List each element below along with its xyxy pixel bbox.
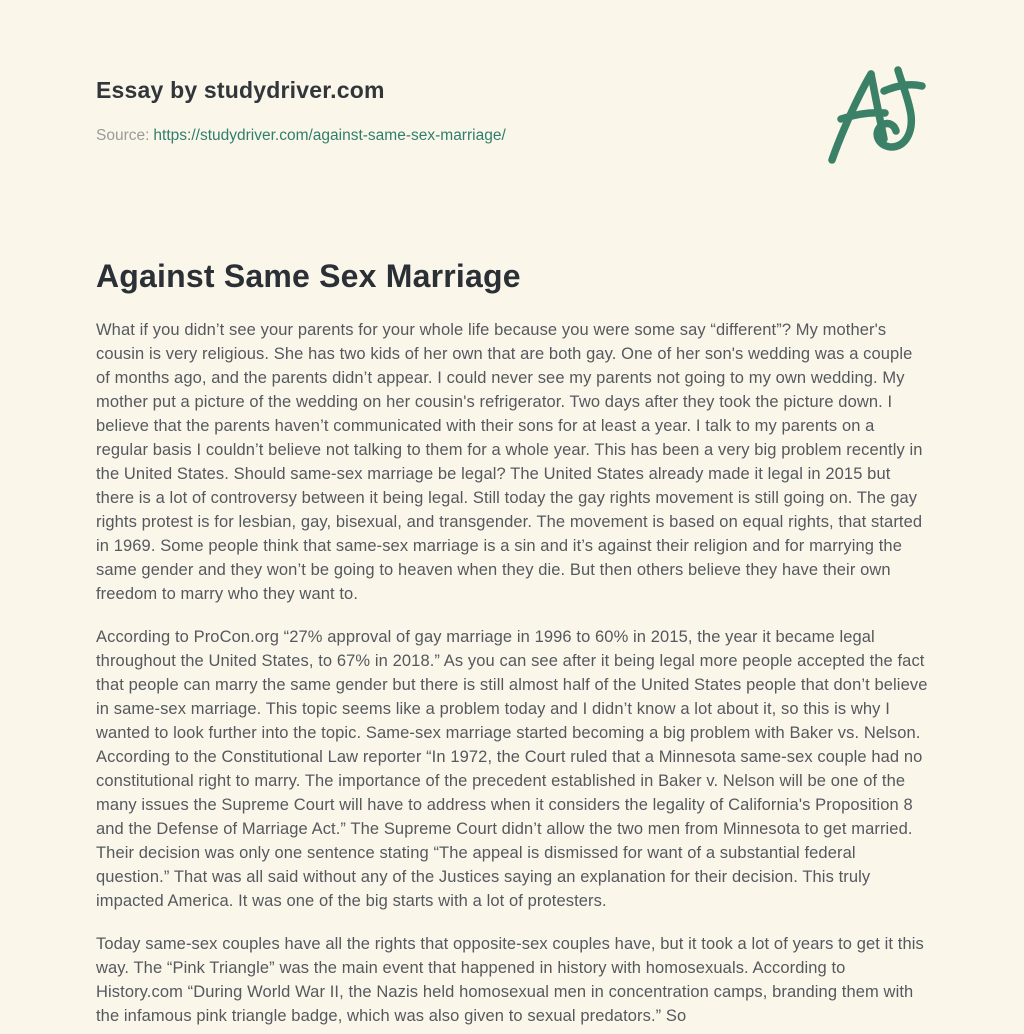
source-label: Source: [96, 127, 150, 144]
page-header [96, 0, 928, 146]
essay-paragraph-3: Today same-sex couples have all the rights that opposite-sex couples have, but it took a lot of years to get it this way. The “Pink Triangle” was the main event that happened in history with homosexuals. According to History.com “During World War II, the Nazis held homosexual men in concentration camps, branding them with the infamous pink triangle badge, which was also given to sexual predators.” So [96, 935, 924, 1025]
essay-paragraph-1: What if you didn’t see your parents for your whole life because you were some say “different”? My mother's cousin is very religious. She has two kids of her own that are both gay. One of her son's wedding was a couple of months ago, and the parents didn’t appear. I could never see my parents not going to my own wedding. My mother put a picture of the wedding on her cousin's refrigerator. Two days after they took the picture down. I believe that the parents haven’t communicated with their sons for at least a year. I talk to my parents on a regular basis I couldn’t believe not talking to them for a whole year. This has been a very big problem recently in the United States. Should same-sex marriage be legal? The United States already made it legal in 2015 but there is a lot of controversy between it being legal. Still today the gay rights movement is still going on. The gay rights protest is for lesbian, gay, bisexual, and transgender. The movement is based on equal rights, that started in 1969. Some people think that same-sex marriage is a sin and it’s against their religion and for marrying the same gender and they won’t be going to heaven when they die. But then others believe they have their own freedom to marry who they want to. [96, 321, 923, 603]
source-row [96, 126, 928, 146]
essay-title: Against Same Sex Marriage [96, 258, 521, 294]
source-link[interactable]: https://studydriver.com/against-same-sex-marriage/ [153, 127, 506, 144]
a-plus-logo [828, 62, 926, 164]
essay-paragraph-2: According to ProCon.org “27% approval of gay marriage in 1996 to 60% in 2015, the year it became legal throughout the United States, to 67% in 2018.” As you can see after it being legal more people accepted the fact that people can marry the same gender but there is still almost half of the United States people that don’t believe in same-sex marriage. This topic seems like a problem today and I didn’t know a lot about it, so this is why I wanted to look further into the topic. Same-sex marriage started becoming a big problem with Baker vs. Nelson. According to the Constitutional Law reporter “In 1972, the Court ruled that a Minnesota same-sex couple had no constitutional right to marry. The importance of the precedent established in Baker v. Nelson will be one of the many issues the Supreme Court will have to address when it considers the legality of California's Proposition 8 and the Defense of Marriage Act.” The Supreme Court didn’t allow the two men from Minnesota to get married. Their decision was only one sentence stating “The appeal is dismissed for want of a substantial federal question.” That was all said without any of the Justices saying an explanation for their decision. This truly impacted America. It was one of the big starts with a lot of protesters. [96, 628, 928, 910]
byline: Essay by studydriver.com [96, 77, 385, 103]
